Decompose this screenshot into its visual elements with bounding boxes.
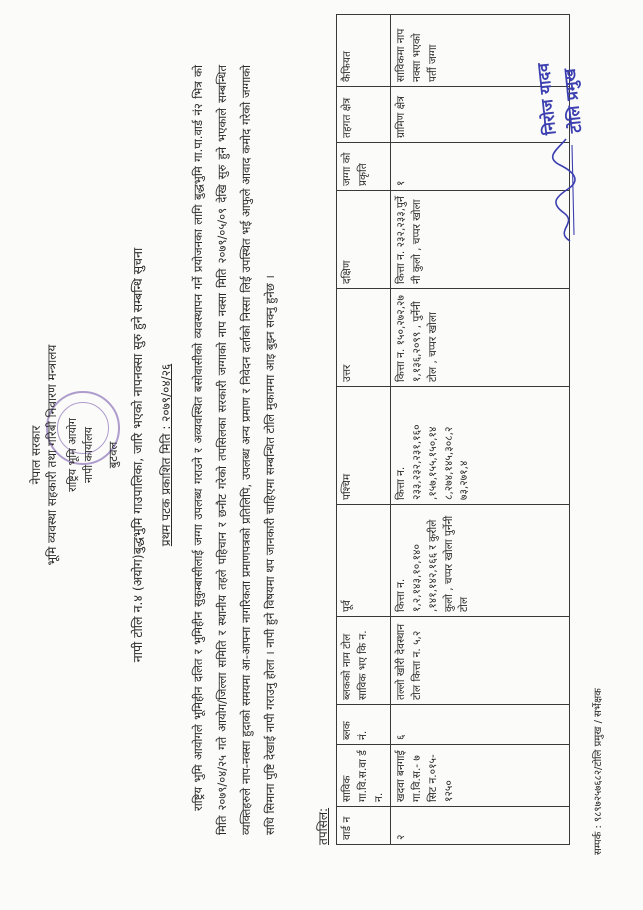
cell-north: कित्ता न. १५०,२७२,२७ १,१३६,२०९९ , पुर्नेनी टोल , चप्पर खोला — [391, 289, 570, 387]
header-ward: वार्ड न — [337, 807, 391, 845]
header-east: पूर्व — [337, 505, 391, 617]
header-west: पश्चिम — [337, 387, 391, 505]
header-block-name: ब्लककाे नाम टोल साविक भए कि न. — [337, 617, 391, 705]
notice-title: नापी टोलि न.४ (अयोग)बुद्धभुमि गाउपालिका, जारि भएको नापनक्सा सुरु हुने सम्बन्धि सुचना — [130, 247, 145, 663]
cell-former-vdc-ward: खदवा बनगाई गा.वि.स.- ७ सिट न.०१५- १२५० — [391, 745, 570, 807]
cell-land-type: १ — [391, 143, 570, 191]
commission-name: राष्ट्रिय भूमि आयोग — [66, 418, 79, 492]
header-block-no: ब्लक नं. — [337, 705, 391, 745]
notice-body-text: राष्ट्रिय भुमि आयोगले भूमिहीन दलित र भुमिहीन सुकुम्बासीलाई जग्गा उपलब्ध गराउने र अव्यवस्थित बसोवासीको व्यवस्थापन गर्ने प्रयोजनका लागि बुद्धभुमि गा.पा.वार्ड नं२ भित्र को मिति २०७९/०४/२५ गते आयोग/जिल्ला समिति र स्थानीय तहले पहिचान र छनौट गरेको तपसिलका सरकारी जग्गाको नाप नक्सा मिति २०७९/०५/०९ देखि सुरु हुने भएकाले सम्बन्धित व्यक्तिहरुले नाप-नक्सा हुदाको समयमा आ-आफ्ना नागरिकता प्रमाणपत्रको प्रतिलिपि, उपलब्ध अन्य प्रमाण र निवेदन दर्ताको निस्सा लिई उपस्थित भई आफुले आवाद कमोद गरेको जग्गाको सधि सिमाना पुष्टि देखाई नापी गराउनु होला । नापी हुने विषयमा थप जानकारी चाहिएमा सम्बन्धित टोलि मुकाममा आइ बुझ्न सक्नु हुनेछ । — [191, 65, 277, 835]
cell-remarks: साविकमा नाप नक्सा भएकाे पर्ती जग्गा — [391, 15, 570, 87]
cell-block-no: ६ — [391, 705, 570, 745]
header-remarks: कैफियत — [337, 15, 391, 87]
office-name: नापी कार्यालय — [82, 427, 95, 483]
header-area-level: तहगत क्षेत्र — [337, 87, 391, 143]
cell-south: कित्ता न. २३२,२३३,पुर्ने नी कुलो , चप्पर खोला — [391, 191, 570, 289]
signatory-name: निरोज यादव — [533, 62, 560, 136]
details-label: तपसिल: — [316, 807, 330, 845]
header-land-type: जग्गा को प्रकृति — [337, 143, 391, 191]
cell-ward: २ — [391, 807, 570, 845]
ministry-name: भूमि व्यवस्था सहकारी तथा गरिबी निवारण मन्त्रालय — [45, 344, 59, 566]
header-north: उत्तर — [337, 289, 391, 387]
government-name: नेपाल सरकार — [29, 425, 43, 485]
cell-block-name: तल्लो खोरी देवस्थान टोल कित्ता न. ५,२ — [391, 617, 570, 705]
signatory-role: टोलि प्रमुख — [559, 67, 586, 134]
signature-block — [532, 45, 612, 245]
cell-west: कित्ता न. २३३,२३२,२३१,१६० ,१५७,१५५,१५०,१४ ८,२७४,१४५,३०८,२ ७३,२७१,४ — [391, 387, 570, 505]
cell-area-level: ग्रामिण क्षेत्र — [391, 87, 570, 143]
office-location: बुटवल — [106, 441, 120, 469]
publish-date: प्रथम पटक प्रकाशित मिति : २०७९/०४/२६ — [159, 363, 173, 547]
cell-east: कित्ता न. १,२,१४३,१०,१४० ,१४१,१४२,१६६ र कुरीले कुलो , चप्पर खोला पुर्नेनी टोल — [391, 505, 570, 617]
rotated-document — [22, 25, 622, 885]
signature-scribble-icon — [550, 135, 580, 245]
table-header-row — [337, 15, 391, 845]
contact-footer: सम्पर्क : ९८९७२५७६८२/टोलि प्रमुख / सर्भेक्षक — [593, 688, 604, 855]
header-south: दक्षिण — [337, 191, 391, 289]
notice-body — [186, 65, 282, 835]
header-former-vdc-ward: साविक गा.वि.स.वा र्ड न. — [337, 745, 391, 807]
